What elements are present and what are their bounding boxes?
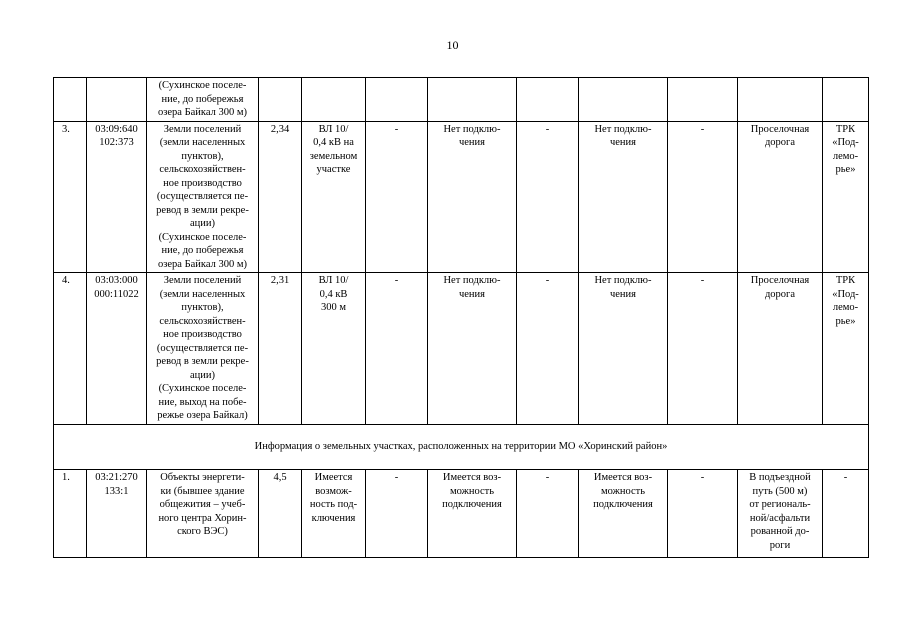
row-number: 3. xyxy=(54,121,87,273)
table-row xyxy=(54,121,869,273)
power-supply xyxy=(302,78,366,122)
power-distance: - xyxy=(366,470,428,558)
water-distance: - xyxy=(517,470,579,558)
water-distance: - xyxy=(517,273,579,425)
area xyxy=(259,78,302,122)
land-category: (Сухинское поселе- ние, до побережья озера Байкал 300 м) xyxy=(147,78,259,122)
table-row xyxy=(54,78,869,122)
water-supply: Нет подклю- чения xyxy=(428,273,517,425)
sewerage xyxy=(579,78,668,122)
sewerage-distance: - xyxy=(668,470,738,558)
water-supply xyxy=(428,78,517,122)
zone xyxy=(823,78,869,122)
road-access: Проселочная дорога xyxy=(738,121,823,273)
section-heading: Информация о земельных участках, расположенных на территории МО «Хоринский район» xyxy=(54,425,869,470)
power-distance: - xyxy=(366,273,428,425)
section-row xyxy=(54,425,869,470)
area: 2,34 xyxy=(259,121,302,273)
page-number: 10 xyxy=(446,38,459,52)
zone: ТРК «Под- лемо- рье» xyxy=(823,121,869,273)
land-category: Земли поселений (земли населенных пунктов), сельскохозяйствен- ное производство (осуществляется пе- ревод в земли рекре- ации) (Сухинское поселе- ние, выход на побе- режье озера Байкал) xyxy=(147,273,259,425)
cadastral-number xyxy=(87,78,147,122)
table-row xyxy=(54,273,869,425)
cadastral-number: 03:21:270 133:1 xyxy=(87,470,147,558)
sewerage: Нет подклю- чения xyxy=(579,121,668,273)
zone: - xyxy=(823,470,869,558)
cadastral-number: 03:03:000 000:11022 xyxy=(87,273,147,425)
power-supply: ВЛ 10/ 0,4 кВ 300 м xyxy=(302,273,366,425)
sewerage-distance xyxy=(668,78,738,122)
power-supply: ВЛ 10/ 0,4 кВ на земельном участке xyxy=(302,121,366,273)
zone: ТРК «Под- лемо- рье» xyxy=(823,273,869,425)
power-distance xyxy=(366,78,428,122)
power-supply: Имеется возмож- ность под- ключения xyxy=(302,470,366,558)
row-number: 4. xyxy=(54,273,87,425)
water-distance xyxy=(517,78,579,122)
road-access: Проселочная дорога xyxy=(738,273,823,425)
area: 4,5 xyxy=(259,470,302,558)
sewerage-distance: - xyxy=(668,121,738,273)
land-plots-table xyxy=(53,77,869,558)
road-access: В подъездной путь (500 м) от региональ- ной/асфальти рованной до- роги xyxy=(738,470,823,558)
sewerage-distance: - xyxy=(668,273,738,425)
road-access xyxy=(738,78,823,122)
sewerage: Имеется воз- можность подключения xyxy=(579,470,668,558)
area: 2,31 xyxy=(259,273,302,425)
row-number: 1. xyxy=(54,470,87,558)
row-number xyxy=(54,78,87,122)
cadastral-number: 03:09:640 102:373 xyxy=(87,121,147,273)
water-supply: Имеется воз- можность подключения xyxy=(428,470,517,558)
water-supply: Нет подклю- чения xyxy=(428,121,517,273)
land-category: Земли поселений (земли населенных пунктов), сельскохозяйствен- ное производство (осуществляется пе- ревод в земли рекре- ации) (Сухинское поселе- ние, до побережья озера Байкал 300 м) xyxy=(147,121,259,273)
land-category: Объекты энергети- ки (бывшее здание общежития – учеб- ного центра Хорин- ского ВЭС) xyxy=(147,470,259,558)
sewerage: Нет подклю- чения xyxy=(579,273,668,425)
table-row xyxy=(54,470,869,558)
power-distance: - xyxy=(366,121,428,273)
water-distance: - xyxy=(517,121,579,273)
